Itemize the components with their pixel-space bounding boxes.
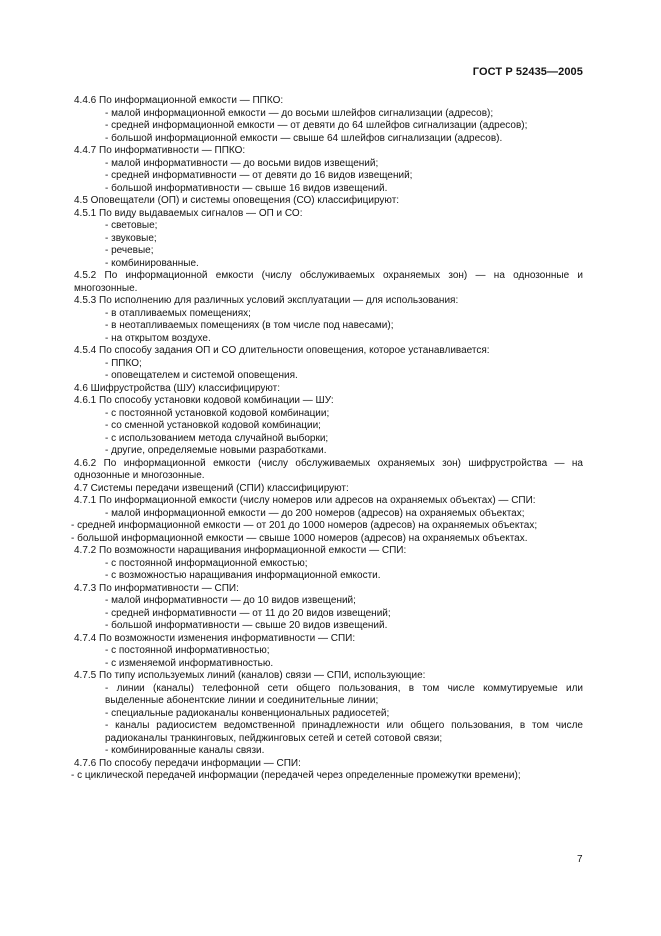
- list-item: - оповещателем и системой оповещения.: [105, 370, 298, 381]
- list-item: - в отапливаемых помещениях;: [105, 307, 251, 319]
- clause-4-5-2: 4.5.2 По информационной емкости (числу обслуживаемых охраняемых зон) — на однозонные и многозонные.: [74, 270, 583, 294]
- clause-4-7-4: 4.7.4 По возможности изменения информативности — СПИ:: [74, 632, 356, 644]
- list-item: - большой информативности — свыше 16 видов извещений.: [105, 182, 388, 194]
- clause-4-7-3: 4.7.3 По информативности — СПИ:: [74, 582, 239, 594]
- list-item: - средней информативности — от девяти до 16 видов извещений;: [105, 170, 413, 181]
- list-item-text: - линии (каналы) телефонной сети общего пользования, в том числе коммутируемые или выделенные абонентские линии и соединительные линии;: [105, 682, 583, 706]
- list-item: - речевые;: [105, 245, 154, 256]
- list-item: - с постоянной информативностью;: [105, 645, 270, 656]
- list-item: - средней информационной емкости — от 201 до 1000 номеров (адресов) на охраняемых объектах;: [71, 520, 538, 531]
- list-item: - с постоянной установкой кодовой комбинации;: [105, 407, 330, 419]
- list-item: - малой информационной емкости — до восьми шлейфов сигнализации (адресов);: [105, 107, 494, 119]
- clause-4-4-7: 4.4.7 По информативности — ППКО:: [74, 145, 246, 156]
- list-item: - со сменной установкой кодовой комбинации;: [105, 420, 321, 431]
- list-item: - средней информативности — от 11 до 20 видов извещений;: [105, 607, 391, 619]
- list-item: [61, 683, 583, 708]
- page-number: 7: [577, 854, 583, 865]
- list-item: - малой информативности — до восьми видов извещений;: [105, 157, 379, 169]
- clause-4-6-2: 4.6.2 По информационной емкости (числу обслуживаемых охраняемых зон) шифрустройства — на однозонные и многозонные.: [74, 457, 583, 481]
- clause-4-5-3: 4.5.3 По исполнению для различных условий эксплуатации — для использования:: [74, 295, 459, 306]
- clause-4-5-4: 4.5.4 По способу задания ОП и СО длительности оповещения, которое устанавливается:: [74, 345, 490, 356]
- list-item: - с использованием метода случайной выборки;: [105, 432, 329, 444]
- clause-4-5-1: 4.5.1 По виду выдаваемых сигналов — ОП и СО:: [74, 207, 303, 219]
- clause-4-7-1: 4.7.1 По информационной емкости (числу номеров или адресов на охраняемых объектах) — СПИ:: [74, 495, 536, 506]
- list-item-text: - каналы радиосистем ведомственной принадлежности или общего пользования, в том числе радиоканалы транкинговых, пейджинговых сетей и сетей сотовой связи;: [105, 720, 583, 744]
- list-item: - комбинированные каналы связи.: [105, 745, 265, 756]
- clause-4-6: 4.6 Шифрустройства (ШУ) классифицируют:: [74, 382, 281, 394]
- list-item: - на открытом воздухе.: [105, 332, 211, 344]
- list-item: - световые;: [105, 220, 158, 231]
- list-item: - специальные радиоканалы конвенциональных радиосетей;: [105, 707, 390, 719]
- list-item: - малой информационной емкости — до 200 номеров (адресов) на охраняемых объектах;: [105, 507, 525, 519]
- list-item: - с постоянной информационной емкостью;: [105, 557, 308, 569]
- standard-designation: ГОСТ Р 52435—2005: [472, 66, 583, 78]
- list-item: - большой информационной емкости — свыше 1000 номеров (адресов) на охраняемых объектах.: [71, 532, 528, 544]
- list-item: - с изменяемой информативностью.: [105, 657, 274, 669]
- list-item: - с циклической передачей информации (передачей через определенные промежутки времени);: [71, 770, 521, 781]
- document-body: [61, 95, 583, 783]
- list-item: - большой информативности — свыше 20 видов извещений.: [105, 620, 388, 631]
- clause-4-7-2: 4.7.2 По возможности наращивания информационной емкости — СПИ:: [74, 545, 407, 556]
- list-item: - малой информативности — до 10 видов извещений;: [105, 595, 356, 606]
- list-item: - комбинированные.: [105, 257, 199, 269]
- list-item: - с возможностью наращивания информационной емкости.: [105, 570, 381, 581]
- clause-4-5: 4.5 Оповещатели (ОП) и системы оповещения (СО) классифицируют:: [74, 195, 400, 206]
- clause-4-7-5: 4.7.5 По типу используемых линий (каналов) связи — СПИ, использующие:: [74, 670, 426, 681]
- list-item: - ППКО;: [105, 357, 142, 369]
- list-item: - в неотапливаемых помещениях (в том числе под навесами);: [105, 320, 394, 331]
- clause-4-4-6: 4.4.6 По информационной емкости — ППКО:: [74, 95, 284, 106]
- clause-4-7-6: 4.7.6 По способу передачи информации — СПИ:: [74, 757, 301, 769]
- list-item: - звуковые;: [105, 232, 157, 244]
- list-item: - большой информационной емкости — свыше 64 шлейфов сигнализации (адресов).: [105, 132, 503, 144]
- clause-4-7: 4.7 Системы передачи извещений (СПИ) классифицируют:: [74, 482, 349, 494]
- clause-4-6-1: 4.6.1 По способу установки кодовой комбинации — ШУ:: [74, 395, 334, 406]
- list-item: - другие, определяемые новыми разработками.: [105, 445, 327, 456]
- list-item: [61, 720, 583, 745]
- list-item: - средней информационной емкости — от девяти до 64 шлейфов сигнализации (адресов);: [105, 120, 528, 131]
